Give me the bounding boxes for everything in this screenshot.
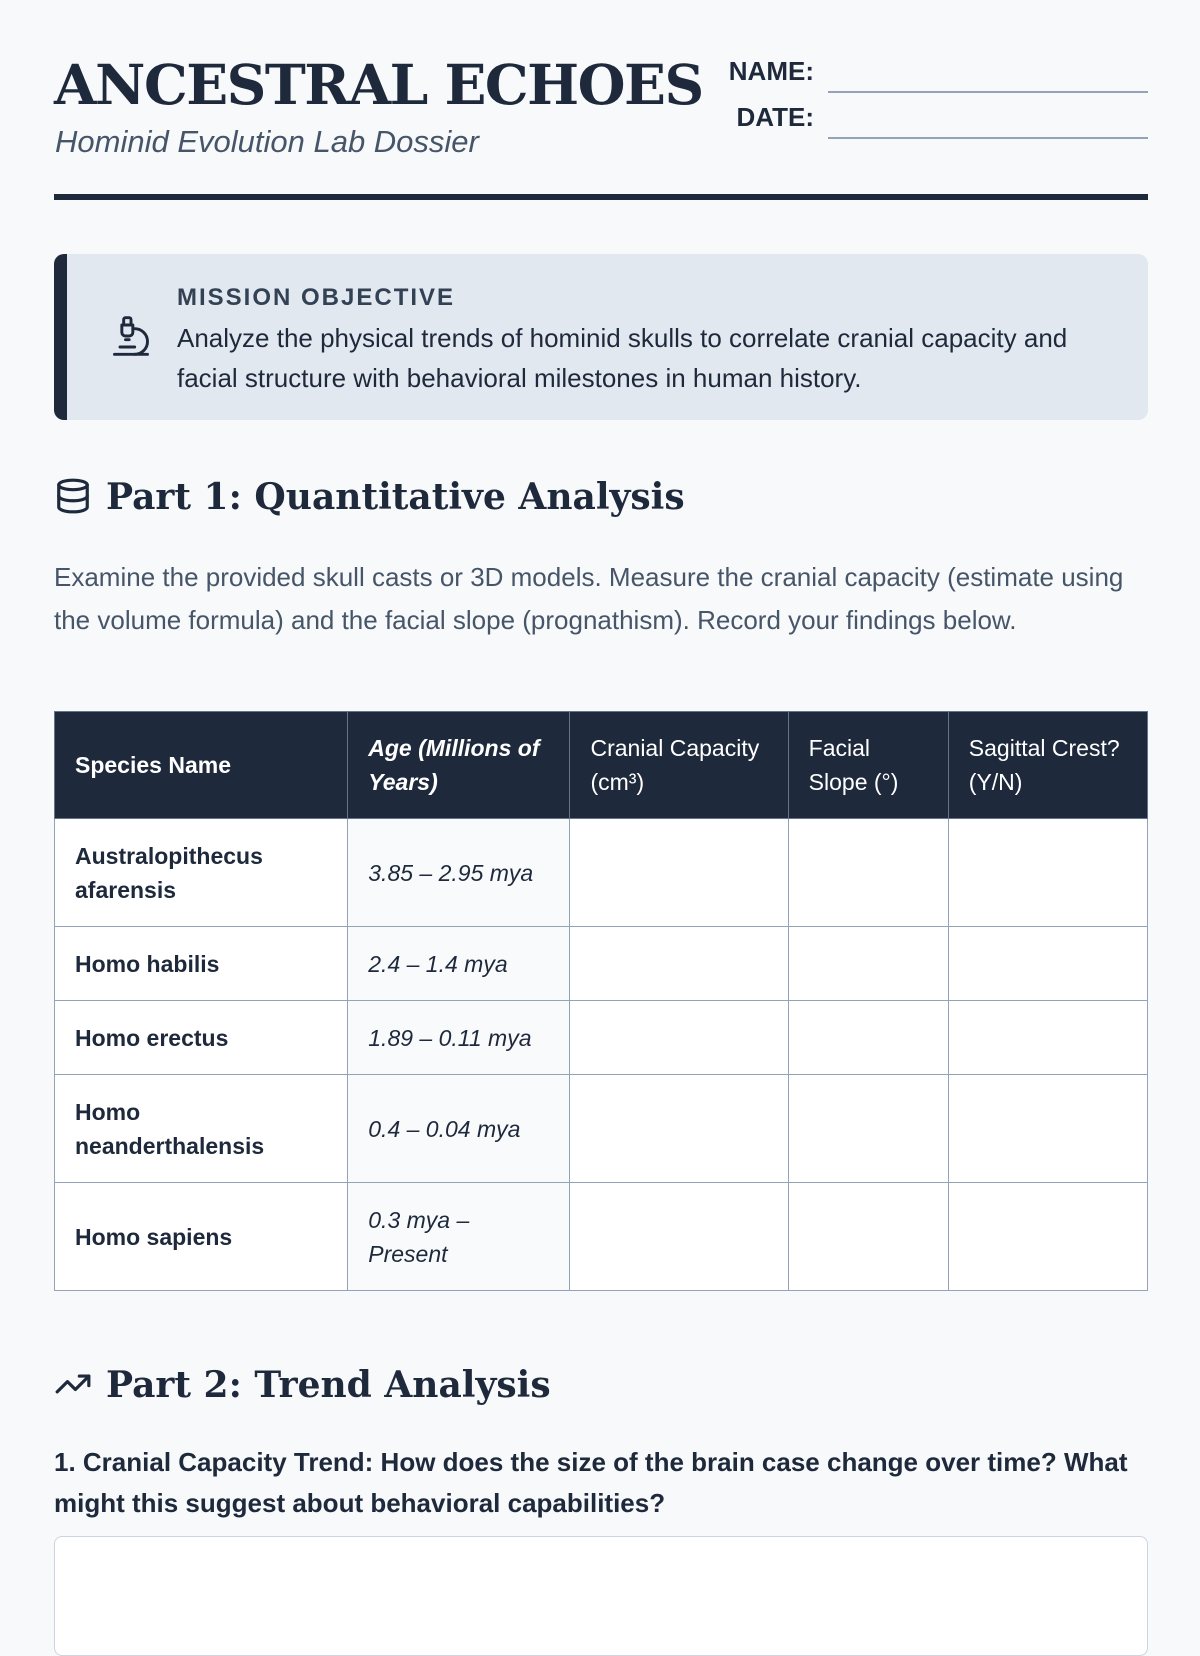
- species-name-cell: Homo habilis: [55, 927, 348, 1001]
- trend-up-icon: [54, 1365, 92, 1403]
- table-row: [55, 1001, 1148, 1075]
- name-label: NAME:: [728, 56, 814, 86]
- answer-box-1[interactable]: [54, 1536, 1148, 1656]
- facial-slope-input-cell[interactable]: [788, 927, 948, 1001]
- species-name-cell: Australopithecus afarensis: [55, 819, 348, 927]
- name-field[interactable]: [828, 91, 1148, 93]
- age-cell: 3.85 – 2.95 mya: [348, 819, 570, 927]
- part1-title: Part 1: Quantitative Analysis: [106, 476, 685, 518]
- column-header-species: Species Name: [55, 712, 348, 819]
- part2-heading: [54, 1364, 551, 1407]
- age-cell: 1.89 – 0.11 mya: [348, 1001, 570, 1075]
- sagittal-crest-input-cell[interactable]: [948, 1075, 1147, 1183]
- mission-objective-panel: [54, 254, 1148, 420]
- microscope-icon: [109, 314, 153, 358]
- page-title: ANCESTRAL ECHOES: [54, 52, 703, 117]
- facial-slope-input-cell[interactable]: [788, 1183, 948, 1291]
- date-field[interactable]: [828, 137, 1148, 139]
- sagittal-crest-input-cell[interactable]: [948, 819, 1147, 927]
- cranial-capacity-input-cell[interactable]: [570, 927, 788, 1001]
- sagittal-crest-input-cell[interactable]: [948, 1001, 1147, 1075]
- mission-heading: MISSION OBJECTIVE: [177, 284, 456, 311]
- table-row: [55, 819, 1148, 927]
- species-name-cell: Homo sapiens: [55, 1183, 348, 1291]
- part1-instructions: Examine the provided skull casts or 3D models. Measure the cranial capacity (estimate using the volume formula) and the facial slope (prognathism). Record your findings below.: [54, 562, 1124, 635]
- facial-slope-input-cell[interactable]: [788, 1075, 948, 1183]
- question-1: 1. Cranial Capacity Trend: How does the size of the brain case change over time? What might this suggest about behavioral capabilities?: [54, 1447, 1128, 1518]
- part1-heading: [54, 476, 685, 519]
- measurement-table: [54, 711, 1148, 1291]
- date-label: DATE:: [736, 102, 814, 132]
- column-header-facial-slope: Facial Slope (°): [788, 712, 948, 819]
- cranial-capacity-input-cell[interactable]: [570, 819, 788, 927]
- sagittal-crest-input-cell[interactable]: [948, 927, 1147, 1001]
- facial-slope-input-cell[interactable]: [788, 819, 948, 927]
- database-icon: [54, 477, 92, 515]
- table-row: [55, 1183, 1148, 1291]
- table-row: [55, 1075, 1148, 1183]
- age-cell: 2.4 – 1.4 mya: [348, 927, 570, 1001]
- page-subtitle: Hominid Evolution Lab Dossier: [55, 124, 479, 159]
- cranial-capacity-input-cell[interactable]: [570, 1183, 788, 1291]
- species-name-cell: Homo neanderthalensis: [55, 1075, 348, 1183]
- table-header-row: [55, 712, 1148, 819]
- age-cell: 0.4 – 0.04 mya: [348, 1075, 570, 1183]
- column-header-sagittal-crest: Sagittal Crest? (Y/N): [948, 712, 1147, 819]
- column-header-cranial-capacity: Cranial Capacity (cm³): [570, 712, 788, 819]
- header-divider: [54, 194, 1148, 200]
- cranial-capacity-input-cell[interactable]: [570, 1075, 788, 1183]
- cranial-capacity-input-cell[interactable]: [570, 1001, 788, 1075]
- mission-text: Analyze the physical trends of hominid skulls to correlate cranial capacity and facial structure with behavioral milestones in human history.: [177, 323, 1068, 393]
- table-row: [55, 927, 1148, 1001]
- facial-slope-input-cell[interactable]: [788, 1001, 948, 1075]
- species-name-cell: Homo erectus: [55, 1001, 348, 1075]
- sagittal-crest-input-cell[interactable]: [948, 1183, 1147, 1291]
- column-header-age: Age (Millions of Years): [348, 712, 570, 819]
- part2-title: Part 2: Trend Analysis: [106, 1364, 551, 1406]
- age-cell: 0.3 mya – Present: [348, 1183, 570, 1291]
